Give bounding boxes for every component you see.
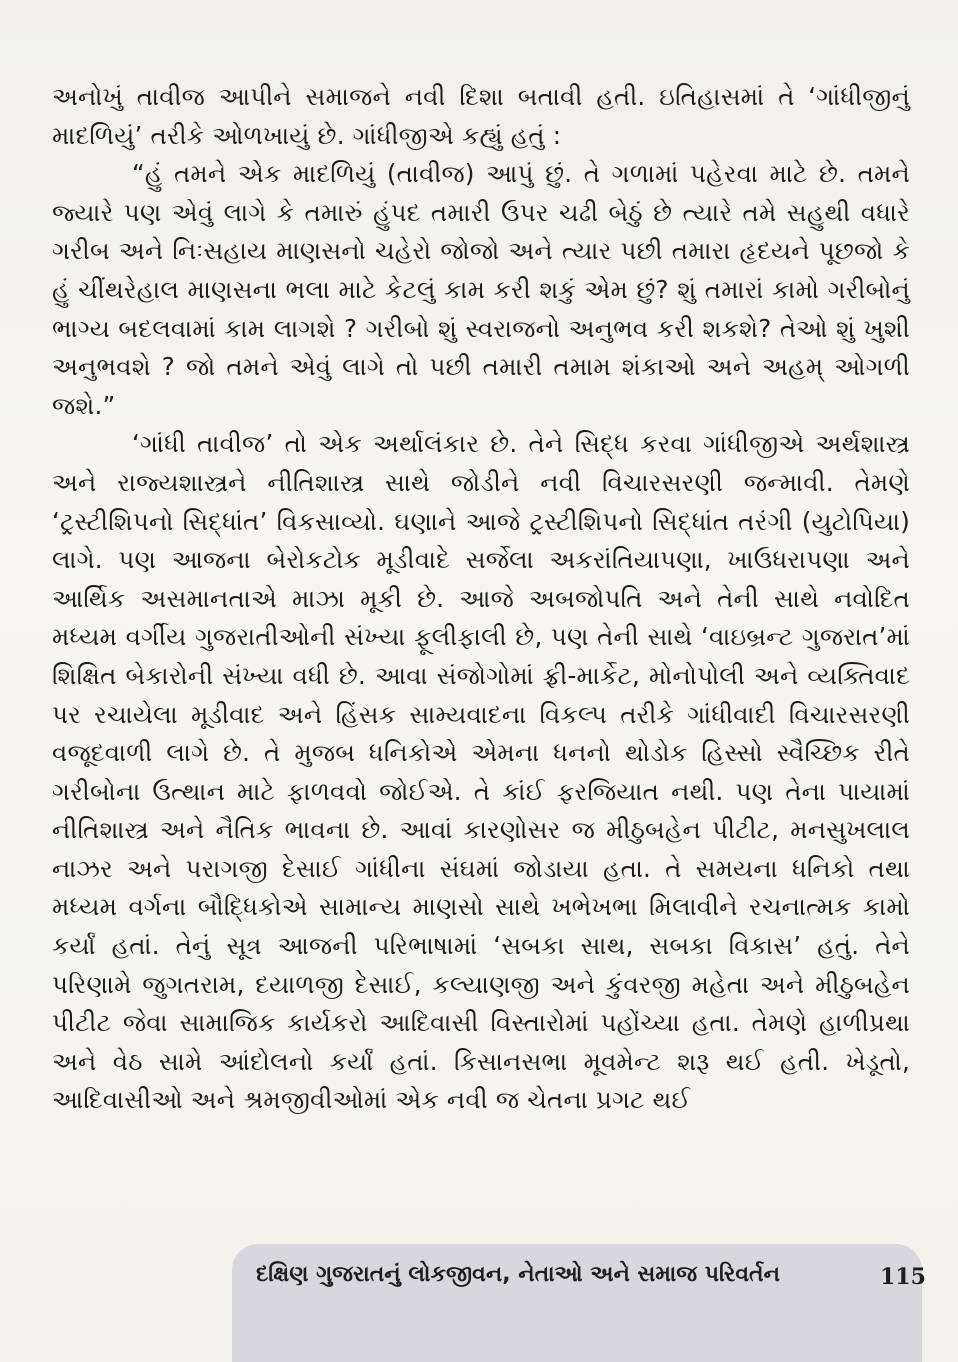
paragraph-gandhi-talisman: ‘ગાંધી તાવીજ’ તો એક અર્થાલંકાર છે. તેને સિદ્ધ કરવા ગાંધીજીએ અર્થશાસ્ત્ર અને રાજ્યશાસ્ત્રને નીતિશાસ્ત્ર સાથે જોડીને નવી વિચારસરણી જન્માવી. તેમણે ‘ટ્રસ્ટીશિપનો સિદ્ધાંત’ વિકસાવ્યો. ઘણાને આજે ટ્રસ્ટીશિપનો સિદ્ધાંત તરંગી (યુટોપિયા) લાગે. પણ આજના બેરોકટોક મૂડીવાદે સર્જેલા અકરાંતિયાપણા, ખાઉધરાપણા અને આર્થિક અસમાનતાએ માઝા મૂકી છે. આજે અબજોપતિ અને તેની સાથે નવોદિત મધ્યમ વર્ગીય ગુજરાતીઓની સંખ્યા ફૂલીફાલી છે, પણ તેની સાથે ‘વાઇબ્રન્ટ ગુજરાત’માં શિક્ષિત બેકારોની સંખ્યા વધી છે. આવા સંજોગોમાં ફ્રી-માર્કેટ, મોનોપોલી અને વ્યક્તિવાદ પર રચાયેલા મૂડીવાદ અને હિંસક સામ્યવાદના વિકલ્પ તરીકે ગાંધીવાદી વિચારસરણી વજૂદવાળી લાગે છે. તે મુજબ ધનિકોએ એમના ધનનો થોડોક હિસ્સો સ્વૈચ્છિક રીતે ગરીબોના ઉત્થાન માટે ફાળવવો જોઈએ. તે કાંઈ ફરજિયાત નથી. પણ તેના પાયામાં નીતિશાસ્ત્ર અને નૈતિક ભાવના છે. આવાં કારણોસર જ મીઠુબહેન પીટીટ, મનસુખલાલ નાઝર અને પરાગજી દેસાઈ ગાંધીના સંઘમાં જોડાયા હતા. તે સમયના ધનિકો તથા મધ્યમ વર્ગના બૌદ્ધિકોએ સામાન્ય માણસો સાથે ખભેખભા મિલાવીને રચનાત્મક કામો કર્યાં હતાં. તેનું સૂત્ર આજની પરિભાષામાં ‘સબકા સાથ, સબકા વિકાસ’ હતું. તેને પરિણામે જુગતરામ, દયાળજી દેસાઈ, કલ્યાણજી અને કુંવરજી મહેતા અને મીઠુબહેન પીટીટ જેવા સામાજિક કાર્યકરો આદિવાસી વિસ્તારોમાં પહોંચ્યા હતા. તેમણે હાળીપ્રથા અને વેઠ સામે આંદોલનો કર્યાં હતાં. કિસાનસભા મૂવમેન્ટ શરૂ થઈ હતી. ખેડૂતો, આદિવાસીઓ અને શ્રમજીવીઓમાં એક નવી જ ચેતના પ્રગટ થઈ	[52, 429, 910, 1115]
body-text	[52, 78, 910, 1120]
running-footer-title: દક્ષિણ ગુજરાતનું લોકજીવન, નેતાઓ અને સમાજ પરિવર્તન	[256, 1262, 781, 1287]
paragraph-intro: અનોખું તાવીજ આપીને સમાજને નવી દિશા બતાવી હતી. ઇતિહાસમાં તે ‘ગાંધીજીનું માદળિયું’ તરીકે ઓળખાયું છે. ગાંધીજીએ કહ્યું હતું :	[52, 82, 910, 150]
paragraph-gandhi-quote: “હું તમને એક માદળિયું (તાવીજ) આપું છું. તે ગળામાં પહેરવા માટે છે. તમને જ્યારે પણ એવું લાગે કે તમારું હુંપદ તમારી ઉપર ચઢી બેઠું છે ત્યારે તમે સહુથી વધારે ગરીબ અને નિઃસહાય માણસનો ચહેરો જોજો અને ત્યાર પછી તમારા હૃદયને પૂછજો કે હું ચીંથરેહાલ માણસના ભલા માટે કેટલું કામ કરી શકું એમ છું? શું તમારાં કામો ગરીબોનું ભાગ્ય બદલવામાં કામ લાગશે ? ગરીબો શું સ્વરાજનો અનુભવ કરી શકશે? તેઓ શું ખુશી અનુભવશે ? જો તમને એવું લાગે તો પછી તમારી તમામ શંકાઓ અને અહમ્ ઓગળી જશે.”	[52, 159, 910, 420]
page-number: 115	[880, 1264, 926, 1290]
